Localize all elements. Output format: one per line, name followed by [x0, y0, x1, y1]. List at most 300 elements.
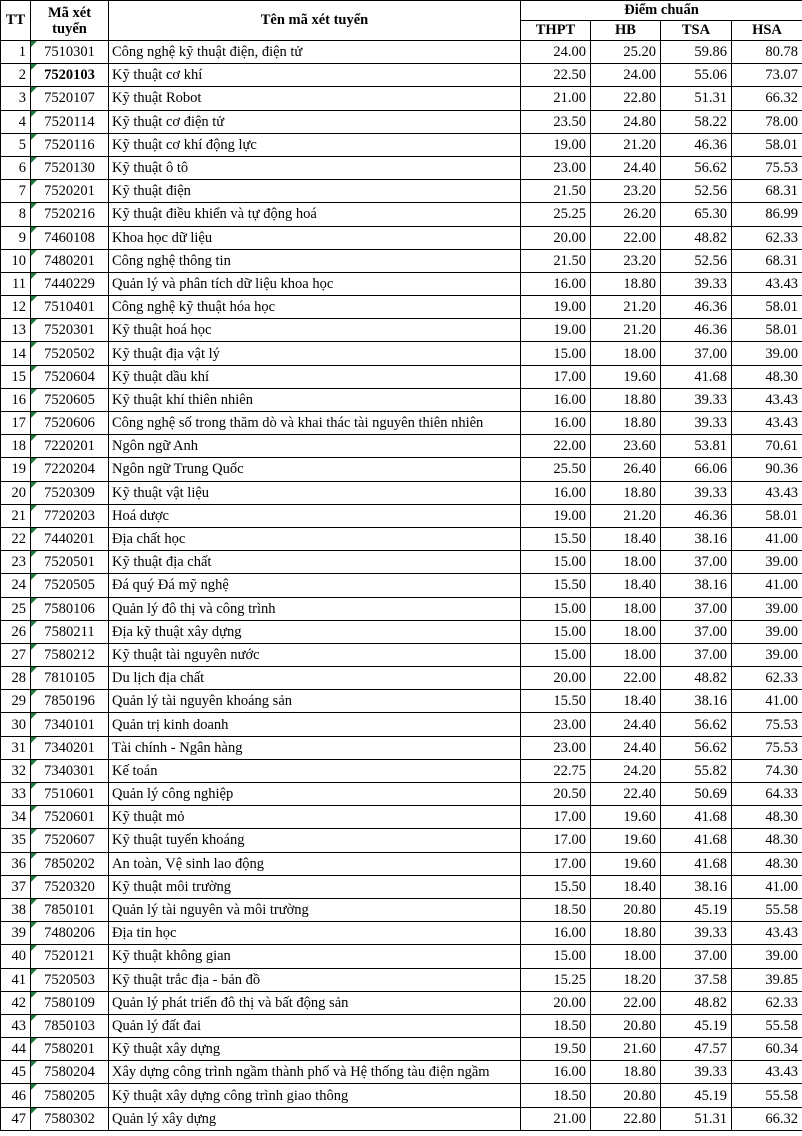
major-name: Kỹ thuật khí thiên nhiên [109, 388, 521, 411]
score-tsa: 39.33 [661, 1061, 732, 1084]
row-number: 16 [1, 388, 31, 411]
major-name: Quản lý tài nguyên và môi trường [109, 898, 521, 921]
score-tsa: 45.19 [661, 1014, 732, 1037]
table-row [1, 713, 802, 736]
table-row [1, 272, 802, 295]
table-row [1, 1061, 802, 1084]
score-hsa: 43.43 [732, 922, 802, 945]
score-hsa: 70.61 [732, 435, 802, 458]
row-number: 44 [1, 1038, 31, 1061]
score-thpt: 20.00 [521, 991, 591, 1014]
score-thpt: 15.00 [521, 620, 591, 643]
major-name: Kỹ thuật không gian [109, 945, 521, 968]
header-name: Tên mã xét tuyển [109, 1, 521, 41]
major-code: 7580212 [31, 643, 109, 666]
row-number: 1 [1, 41, 31, 64]
score-thpt: 20.00 [521, 226, 591, 249]
score-hb: 19.60 [591, 829, 661, 852]
major-name: Kỹ thuật cơ khí [109, 64, 521, 87]
score-tsa: 41.68 [661, 365, 732, 388]
score-tsa: 39.33 [661, 481, 732, 504]
major-code: 7220204 [31, 458, 109, 481]
major-code: 7520503 [31, 968, 109, 991]
row-number: 4 [1, 110, 31, 133]
score-hsa: 39.00 [732, 945, 802, 968]
score-hsa: 43.43 [732, 272, 802, 295]
row-number: 3 [1, 87, 31, 110]
score-hb: 22.80 [591, 87, 661, 110]
major-code: 7520309 [31, 481, 109, 504]
row-number: 37 [1, 875, 31, 898]
score-thpt: 15.25 [521, 968, 591, 991]
row-number: 28 [1, 667, 31, 690]
score-hb: 18.80 [591, 412, 661, 435]
score-hb: 18.00 [591, 945, 661, 968]
score-hb: 23.20 [591, 249, 661, 272]
row-number: 36 [1, 852, 31, 875]
score-thpt: 22.50 [521, 64, 591, 87]
table-row [1, 551, 802, 574]
major-name: Công nghệ kỹ thuật hóa học [109, 296, 521, 319]
row-number: 39 [1, 922, 31, 945]
score-tsa: 46.36 [661, 133, 732, 156]
score-thpt: 18.50 [521, 1084, 591, 1107]
score-hsa: 58.01 [732, 133, 802, 156]
score-hsa: 58.01 [732, 504, 802, 527]
score-thpt: 15.50 [521, 875, 591, 898]
major-code: 7580204 [31, 1061, 109, 1084]
table-row [1, 991, 802, 1014]
score-thpt: 19.00 [521, 133, 591, 156]
major-code: 7580205 [31, 1084, 109, 1107]
score-tsa: 38.16 [661, 875, 732, 898]
row-number: 17 [1, 412, 31, 435]
table-row [1, 458, 802, 481]
score-hsa: 41.00 [732, 690, 802, 713]
table-row [1, 898, 802, 921]
score-tsa: 50.69 [661, 783, 732, 806]
row-number: 34 [1, 806, 31, 829]
table-row [1, 87, 802, 110]
table-row [1, 1107, 802, 1130]
score-thpt: 15.00 [521, 342, 591, 365]
table-row [1, 1014, 802, 1037]
major-code: 7520505 [31, 574, 109, 597]
score-tsa: 37.00 [661, 551, 732, 574]
row-number: 32 [1, 759, 31, 782]
table-row [1, 852, 802, 875]
table-row [1, 133, 802, 156]
major-name: Kỹ thuật địa vật lý [109, 342, 521, 365]
score-hb: 22.00 [591, 226, 661, 249]
table-row [1, 412, 802, 435]
score-hb: 22.00 [591, 667, 661, 690]
score-thpt: 21.50 [521, 180, 591, 203]
score-tsa: 46.36 [661, 319, 732, 342]
score-hb: 20.80 [591, 1084, 661, 1107]
row-number: 38 [1, 898, 31, 921]
score-thpt: 24.00 [521, 41, 591, 64]
score-hsa: 43.43 [732, 1061, 802, 1084]
row-number: 5 [1, 133, 31, 156]
score-hb: 25.20 [591, 41, 661, 64]
major-code: 7440201 [31, 527, 109, 550]
score-thpt: 15.00 [521, 551, 591, 574]
score-tsa: 37.00 [661, 620, 732, 643]
score-thpt: 19.00 [521, 319, 591, 342]
major-name: Kỹ thuật điều khiển và tự động hoá [109, 203, 521, 226]
score-tsa: 55.06 [661, 64, 732, 87]
score-hb: 26.20 [591, 203, 661, 226]
major-code: 7850196 [31, 690, 109, 713]
major-name: Quản lý đô thị và công trình [109, 597, 521, 620]
score-hb: 23.20 [591, 180, 661, 203]
score-hb: 26.40 [591, 458, 661, 481]
major-code: 7580302 [31, 1107, 109, 1130]
row-number: 15 [1, 365, 31, 388]
score-hb: 21.20 [591, 296, 661, 319]
score-hb: 20.80 [591, 898, 661, 921]
table-row [1, 829, 802, 852]
major-name: Kỹ thuật địa chất [109, 551, 521, 574]
major-code: 7520502 [31, 342, 109, 365]
score-hsa: 62.33 [732, 667, 802, 690]
major-name: Xây dựng công trình ngầm thành phố và Hệ thống tàu điện ngầm [109, 1061, 521, 1084]
header-thpt: THPT [521, 21, 591, 41]
major-name: Khoa học dữ liệu [109, 226, 521, 249]
score-hb: 22.00 [591, 991, 661, 1014]
table-row [1, 597, 802, 620]
score-thpt: 23.00 [521, 736, 591, 759]
header-code-line2: tuyển [52, 20, 87, 37]
major-code: 7520606 [31, 412, 109, 435]
score-hsa: 58.01 [732, 296, 802, 319]
table-row [1, 1038, 802, 1061]
major-code: 7520604 [31, 365, 109, 388]
score-hb: 18.80 [591, 272, 661, 295]
score-thpt: 16.00 [521, 412, 591, 435]
score-hsa: 48.30 [732, 829, 802, 852]
major-code: 7520320 [31, 875, 109, 898]
major-name: Kỹ thuật ô tô [109, 156, 521, 179]
major-name: Công nghệ thông tin [109, 249, 521, 272]
score-hsa: 66.32 [732, 1107, 802, 1130]
score-hsa: 39.00 [732, 342, 802, 365]
row-number: 22 [1, 527, 31, 550]
row-number: 23 [1, 551, 31, 574]
score-thpt: 23.00 [521, 713, 591, 736]
major-code: 7520130 [31, 156, 109, 179]
table-row [1, 481, 802, 504]
score-hb: 22.80 [591, 1107, 661, 1130]
major-name: Công nghệ số trong thăm dò và khai thác tài nguyên thiên nhiên [109, 412, 521, 435]
score-thpt: 21.50 [521, 249, 591, 272]
major-code: 7220201 [31, 435, 109, 458]
major-name: Kỹ thuật tuyển khoáng [109, 829, 521, 852]
score-hsa: 55.58 [732, 898, 802, 921]
table-row [1, 64, 802, 87]
major-name: Du lịch địa chất [109, 667, 521, 690]
score-hb: 18.00 [591, 643, 661, 666]
major-name: Quản lý tài nguyên khoáng sản [109, 690, 521, 713]
major-code: 7520501 [31, 551, 109, 574]
score-tsa: 45.19 [661, 898, 732, 921]
score-tsa: 37.00 [661, 342, 732, 365]
row-number: 42 [1, 991, 31, 1014]
row-number: 33 [1, 783, 31, 806]
score-hb: 18.00 [591, 551, 661, 574]
table-row [1, 342, 802, 365]
table-row [1, 226, 802, 249]
score-tsa: 65.30 [661, 203, 732, 226]
score-hb: 18.40 [591, 875, 661, 898]
table-row [1, 783, 802, 806]
major-name: Kỹ thuật tài nguyên nước [109, 643, 521, 666]
row-number: 7 [1, 180, 31, 203]
major-code: 7340201 [31, 736, 109, 759]
score-tsa: 47.57 [661, 1038, 732, 1061]
major-code: 7520607 [31, 829, 109, 852]
table-row [1, 527, 802, 550]
score-hb: 18.80 [591, 1061, 661, 1084]
row-number: 29 [1, 690, 31, 713]
table-row [1, 759, 802, 782]
row-number: 31 [1, 736, 31, 759]
score-hsa: 90.36 [732, 458, 802, 481]
major-name: Kỹ thuật mỏ [109, 806, 521, 829]
table-row [1, 968, 802, 991]
major-name: Quản lý xây dựng [109, 1107, 521, 1130]
score-thpt: 23.00 [521, 156, 591, 179]
score-hb: 18.20 [591, 968, 661, 991]
major-code: 7460108 [31, 226, 109, 249]
table-row [1, 574, 802, 597]
score-hsa: 75.53 [732, 156, 802, 179]
table-row [1, 875, 802, 898]
score-hb: 18.00 [591, 342, 661, 365]
table-row [1, 110, 802, 133]
score-hb: 24.40 [591, 713, 661, 736]
row-number: 35 [1, 829, 31, 852]
major-name: Kỹ thuật cơ điện tử [109, 110, 521, 133]
score-thpt: 17.00 [521, 806, 591, 829]
table-row [1, 41, 802, 64]
major-name: Quản lý đất đai [109, 1014, 521, 1037]
score-tsa: 56.62 [661, 156, 732, 179]
score-tsa: 46.36 [661, 296, 732, 319]
row-number: 47 [1, 1107, 31, 1130]
major-code: 7340301 [31, 759, 109, 782]
major-name: Kỹ thuật hoá học [109, 319, 521, 342]
score-hb: 18.00 [591, 597, 661, 620]
score-thpt: 16.00 [521, 388, 591, 411]
score-thpt: 22.00 [521, 435, 591, 458]
score-hsa: 78.00 [732, 110, 802, 133]
score-hsa: 68.31 [732, 249, 802, 272]
header-tsa: TSA [661, 21, 732, 41]
table-row [1, 180, 802, 203]
score-hb: 21.20 [591, 319, 661, 342]
row-number: 9 [1, 226, 31, 249]
table-row [1, 249, 802, 272]
score-thpt: 16.00 [521, 922, 591, 945]
score-hb: 18.40 [591, 527, 661, 550]
header-score-group: Điểm chuẩn [521, 1, 802, 21]
major-code: 7520216 [31, 203, 109, 226]
score-thpt: 21.00 [521, 87, 591, 110]
major-code: 7440229 [31, 272, 109, 295]
score-hsa: 39.00 [732, 643, 802, 666]
major-name: Kỹ thuật Robot [109, 87, 521, 110]
score-thpt: 17.00 [521, 365, 591, 388]
score-thpt: 19.00 [521, 504, 591, 527]
score-thpt: 25.25 [521, 203, 591, 226]
table-row [1, 736, 802, 759]
row-number: 27 [1, 643, 31, 666]
major-code: 7850101 [31, 898, 109, 921]
major-name: Quản lý và phân tích dữ liệu khoa học [109, 272, 521, 295]
major-name: Quản trị kinh doanh [109, 713, 521, 736]
score-hsa: 39.85 [732, 968, 802, 991]
score-hb: 18.80 [591, 481, 661, 504]
row-number: 19 [1, 458, 31, 481]
major-name: Quản lý phát triển đô thị và bất động sản [109, 991, 521, 1014]
score-tsa: 52.56 [661, 249, 732, 272]
score-hb: 18.40 [591, 574, 661, 597]
major-name: Kỹ thuật điện [109, 180, 521, 203]
score-thpt: 19.00 [521, 296, 591, 319]
score-hb: 19.60 [591, 852, 661, 875]
score-hsa: 39.00 [732, 597, 802, 620]
score-hb: 18.00 [591, 620, 661, 643]
major-name: Ngôn ngữ Trung Quốc [109, 458, 521, 481]
score-hsa: 64.33 [732, 783, 802, 806]
major-code: 7520121 [31, 945, 109, 968]
score-thpt: 23.50 [521, 110, 591, 133]
table-body [1, 41, 802, 1131]
major-code: 7580106 [31, 597, 109, 620]
row-number: 8 [1, 203, 31, 226]
major-name: Địa chất học [109, 527, 521, 550]
score-hsa: 73.07 [732, 64, 802, 87]
score-hb: 19.60 [591, 365, 661, 388]
score-hsa: 74.30 [732, 759, 802, 782]
score-tsa: 46.36 [661, 504, 732, 527]
score-tsa: 41.68 [661, 852, 732, 875]
score-thpt: 15.00 [521, 597, 591, 620]
table-row [1, 504, 802, 527]
row-number: 25 [1, 597, 31, 620]
score-tsa: 48.82 [661, 667, 732, 690]
row-number: 11 [1, 272, 31, 295]
score-tsa: 45.19 [661, 1084, 732, 1107]
row-number: 40 [1, 945, 31, 968]
score-hsa: 48.30 [732, 365, 802, 388]
table-row [1, 365, 802, 388]
score-thpt: 15.50 [521, 574, 591, 597]
major-name: Ngôn ngữ Anh [109, 435, 521, 458]
major-name: Đá quý Đá mỹ nghệ [109, 574, 521, 597]
row-number: 18 [1, 435, 31, 458]
score-thpt: 16.00 [521, 272, 591, 295]
major-code: 7720203 [31, 504, 109, 527]
score-hsa: 62.33 [732, 226, 802, 249]
score-tsa: 39.33 [661, 412, 732, 435]
major-name: An toàn, Vệ sinh lao động [109, 852, 521, 875]
major-name: Kỹ thuật dầu khí [109, 365, 521, 388]
major-code: 7480206 [31, 922, 109, 945]
major-name: Công nghệ kỹ thuật điện, điện tử [109, 41, 521, 64]
score-thpt: 17.00 [521, 829, 591, 852]
score-hsa: 43.43 [732, 388, 802, 411]
major-name: Kỹ thuật xây dựng công trình giao thông [109, 1084, 521, 1107]
score-hsa: 75.53 [732, 736, 802, 759]
major-name: Quản lý công nghiệp [109, 783, 521, 806]
score-thpt: 25.50 [521, 458, 591, 481]
score-thpt: 18.50 [521, 898, 591, 921]
score-hsa: 41.00 [732, 527, 802, 550]
score-thpt: 15.00 [521, 643, 591, 666]
score-hsa: 48.30 [732, 852, 802, 875]
header-code-line1: Mã xét [47, 4, 92, 21]
score-hsa: 66.32 [732, 87, 802, 110]
score-tsa: 56.62 [661, 736, 732, 759]
table-row [1, 922, 802, 945]
row-number: 2 [1, 64, 31, 87]
major-code: 7520114 [31, 110, 109, 133]
score-thpt: 17.00 [521, 852, 591, 875]
row-number: 14 [1, 342, 31, 365]
score-tsa: 51.31 [661, 87, 732, 110]
score-tsa: 66.06 [661, 458, 732, 481]
score-tsa: 56.62 [661, 713, 732, 736]
score-thpt: 20.00 [521, 667, 591, 690]
major-name: Kế toán [109, 759, 521, 782]
major-name: Kỹ thuật trắc địa - bản đồ [109, 968, 521, 991]
score-hb: 19.60 [591, 806, 661, 829]
table-row [1, 156, 802, 179]
score-thpt: 15.50 [521, 690, 591, 713]
score-thpt: 20.50 [521, 783, 591, 806]
table-row [1, 203, 802, 226]
major-code: 7340101 [31, 713, 109, 736]
score-hb: 24.20 [591, 759, 661, 782]
major-code: 7510301 [31, 41, 109, 64]
header-tt: TT [1, 1, 31, 41]
score-hsa: 75.53 [732, 713, 802, 736]
header-hsa: HSA [732, 21, 802, 41]
score-hb: 24.00 [591, 64, 661, 87]
table-row [1, 620, 802, 643]
score-hb: 23.60 [591, 435, 661, 458]
score-tsa: 37.00 [661, 643, 732, 666]
table-row [1, 296, 802, 319]
row-number: 30 [1, 713, 31, 736]
score-hsa: 86.99 [732, 203, 802, 226]
major-code: 7580211 [31, 620, 109, 643]
score-hb: 24.40 [591, 736, 661, 759]
major-name: Kỹ thuật môi trường [109, 875, 521, 898]
row-number: 43 [1, 1014, 31, 1037]
row-number: 10 [1, 249, 31, 272]
score-thpt: 21.00 [521, 1107, 591, 1130]
table-row [1, 1084, 802, 1107]
score-hsa: 48.30 [732, 806, 802, 829]
major-code: 7850202 [31, 852, 109, 875]
score-hsa: 58.01 [732, 319, 802, 342]
major-name: Hoá dược [109, 504, 521, 527]
header-hb: HB [591, 21, 661, 41]
